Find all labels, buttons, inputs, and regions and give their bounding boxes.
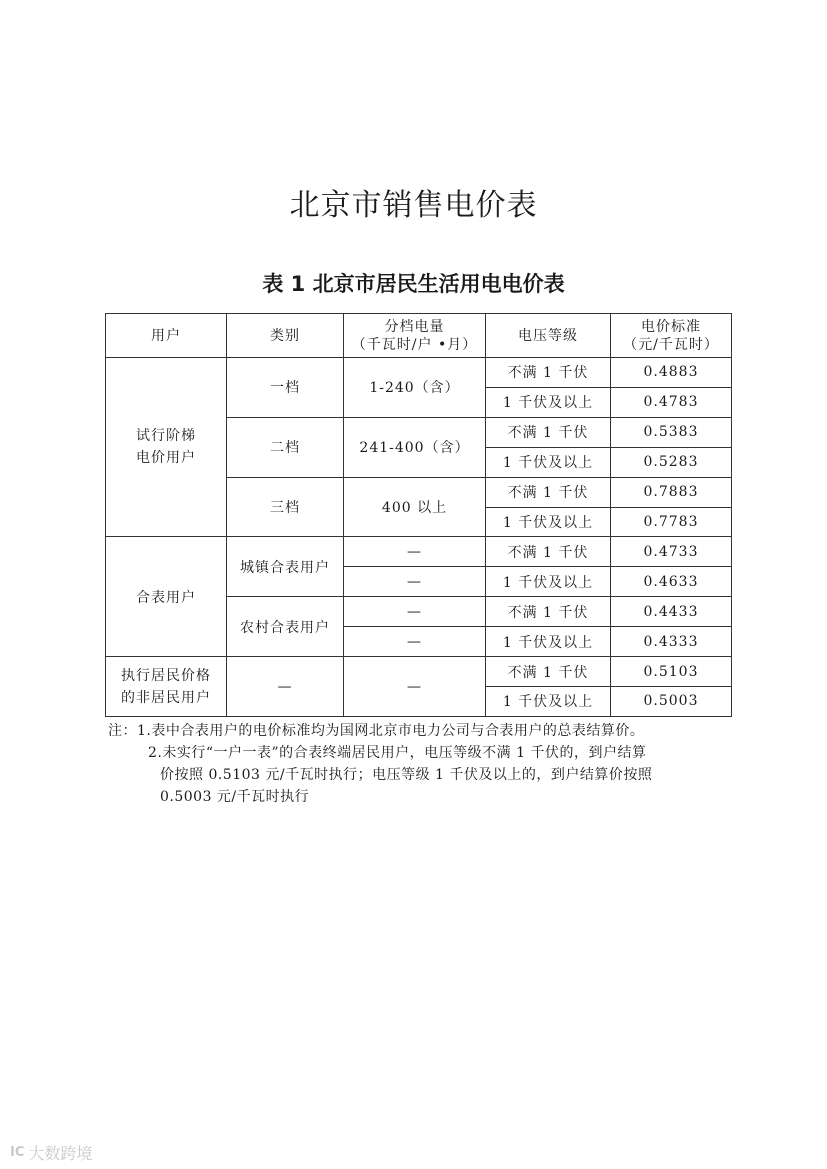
header-price-line1: 电价标准	[641, 318, 701, 335]
range-dash: —	[344, 597, 486, 627]
header-price	[611, 314, 732, 358]
watermark	[10, 1141, 92, 1164]
table-row	[106, 537, 732, 567]
voltage-cell: 1 千伏及以上	[486, 447, 611, 477]
group-nonres-line2: 的非居民用户	[121, 689, 211, 706]
voltage-cell: 1 千伏及以上	[486, 507, 611, 537]
voltage-cell: 不满 1 千伏	[486, 597, 611, 627]
price-cell: 0.5003	[611, 686, 732, 716]
table-row	[106, 657, 732, 687]
price-cell: 0.7783	[611, 507, 732, 537]
table-row	[106, 358, 732, 388]
price-cell: 0.4633	[611, 567, 732, 597]
price-cell: 0.4333	[611, 627, 732, 657]
voltage-cell: 不满 1 千伏	[486, 537, 611, 567]
header-tier-line1: 分档电量	[384, 318, 445, 335]
header-price-line2: （元/千瓦时）	[623, 336, 719, 353]
note-line-3: 价按照 0.5103 元/千瓦时执行；电压等级 1 千伏及以上的，到户结算价按照	[160, 767, 653, 783]
table-header-row	[106, 314, 732, 358]
table-title: 表 1 北京市居民生活用电电价表	[262, 272, 565, 296]
voltage-cell: 1 千伏及以上	[486, 686, 611, 716]
category-urban: 城镇合表用户	[227, 537, 344, 597]
voltage-cell: 1 千伏及以上	[486, 627, 611, 657]
voltage-cell: 不满 1 千伏	[486, 358, 611, 388]
voltage-cell: 不满 1 千伏	[486, 417, 611, 447]
header-tier-line2: （千瓦时/户 •月）	[351, 336, 478, 353]
header-user: 用户	[106, 314, 227, 358]
voltage-cell: 1 千伏及以上	[486, 387, 611, 417]
watermark-text: 大数跨境	[28, 1144, 93, 1163]
watermark-logo: IC	[10, 1145, 25, 1160]
range-dash: —	[344, 657, 486, 717]
voltage-cell: 不满 1 千伏	[486, 657, 611, 687]
group-nonresidential	[106, 657, 227, 717]
note-line-2: 2.未实行“一户一表”的合表终端居民用户，电压等级不满 1 千伏的，到户结算	[148, 745, 647, 761]
range-dash: —	[344, 627, 486, 657]
category-tier1: 一档	[227, 358, 344, 418]
notes	[108, 720, 733, 808]
price-cell: 0.5103	[611, 657, 732, 687]
group-nonres-line1: 执行居民价格	[121, 667, 211, 684]
price-cell: 0.4883	[611, 358, 732, 388]
price-cell: 0.5283	[611, 447, 732, 477]
price-cell: 0.5383	[611, 417, 732, 447]
note-line-4: 0.5003 元/千瓦时执行	[160, 789, 310, 805]
range-tier1: 1-240（含）	[344, 358, 486, 418]
category-tier3: 三档	[227, 477, 344, 537]
page-title: 北京市销售电价表	[289, 188, 538, 223]
price-cell: 0.4783	[611, 387, 732, 417]
range-dash: —	[344, 567, 486, 597]
range-dash: —	[344, 537, 486, 567]
price-cell: 0.4733	[611, 537, 732, 567]
header-category: 类别	[227, 314, 344, 358]
price-cell: 0.4433	[611, 597, 732, 627]
range-tier3: 400 以上	[344, 477, 486, 537]
category-tier2: 二档	[227, 417, 344, 477]
voltage-cell: 不满 1 千伏	[486, 477, 611, 507]
category-rural: 农村合表用户	[227, 597, 344, 657]
price-table	[105, 313, 732, 717]
category-dash: —	[227, 657, 344, 717]
price-cell: 0.7883	[611, 477, 732, 507]
note-line-1: 注：1.表中合表用户的电价标准均为国网北京市电力公司与合表用户的总表结算价。	[108, 723, 645, 739]
voltage-cell: 1 千伏及以上	[486, 567, 611, 597]
range-tier2: 241-400（含）	[344, 417, 486, 477]
header-tier	[344, 314, 486, 358]
header-voltage: 电压等级	[486, 314, 611, 358]
group-ladder: 试行阶梯 电价用户	[106, 358, 227, 537]
group-combined: 合表用户	[106, 537, 227, 657]
